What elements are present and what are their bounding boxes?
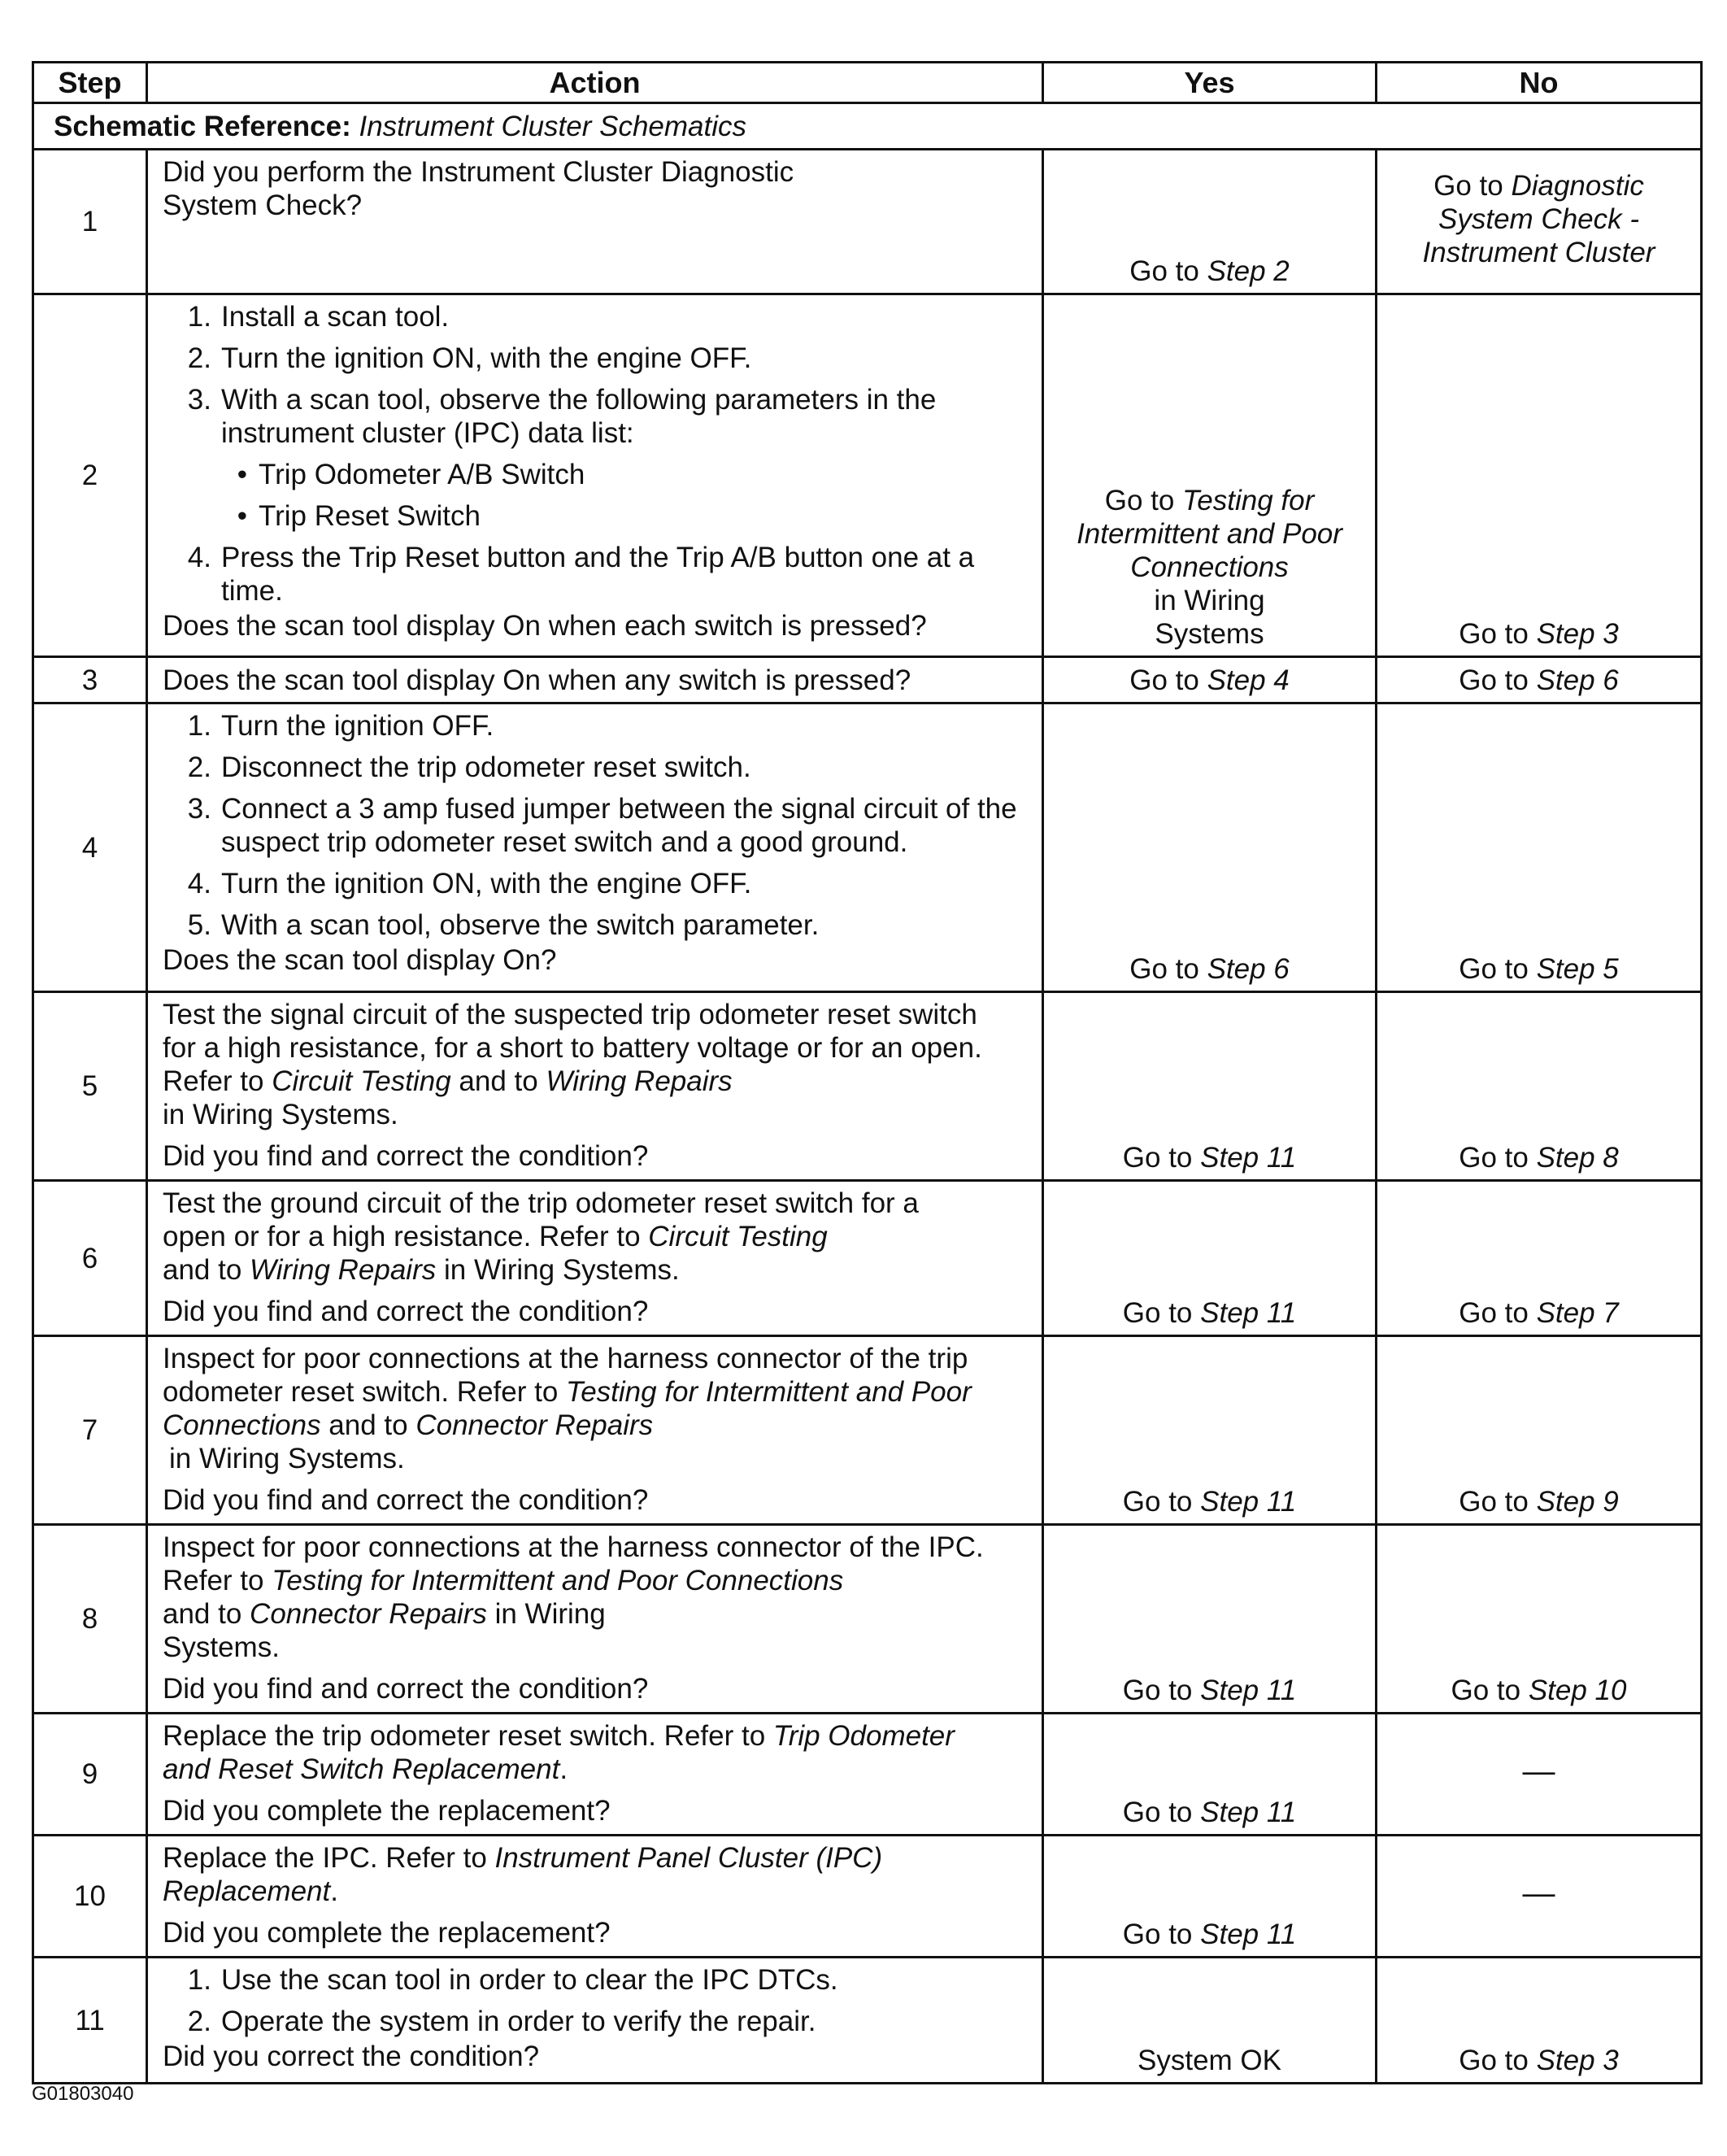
action-line: and to Connector Repairs in Wiring — [163, 1598, 606, 1630]
no-cell — [1377, 1958, 1702, 2084]
parameter-item: • Trip Odometer A/B Switch — [237, 459, 585, 490]
no-cell — [1377, 1181, 1702, 1336]
yes-cell — [1043, 294, 1377, 657]
reference-link[interactable]: Trip Odometer — [772, 1720, 955, 1752]
step-number: 1 — [33, 150, 147, 294]
yes-cell — [1043, 992, 1377, 1181]
yes-cell — [1043, 1181, 1377, 1336]
step-number: 2 — [33, 294, 147, 657]
yes-cell — [1043, 1525, 1377, 1714]
question: Did you find and correct the condition? — [163, 1673, 649, 1705]
action-line: open or for a high resistance. Refer to Circuit Testing — [163, 1221, 828, 1252]
no-prefix: Go to — [1459, 2045, 1537, 2076]
action-cell — [147, 1836, 1043, 1958]
no-link[interactable]: Instrument Cluster — [1422, 237, 1655, 268]
reference-link[interactable]: Replacement — [163, 1875, 331, 1907]
reference-link[interactable]: Connector Repairs — [250, 1598, 487, 1630]
schematic-link[interactable]: Instrument Cluster Schematics — [359, 110, 747, 142]
procedure-item: 2. Turn the ignition ON, with the engine OFF. — [187, 342, 752, 374]
question: Did you complete the replacement? — [163, 1795, 611, 1827]
no-prefix: Go to — [1433, 170, 1512, 202]
action-line: Inspect for poor connections at the harness connector of the trip — [163, 1343, 968, 1374]
reference-link[interactable]: Testing for Intermittent and Poor — [566, 1376, 972, 1408]
action-line: Connections and to Connector Repairs — [163, 1409, 654, 1441]
action-line: Replace the IPC. Refer to Instrument Panel Cluster (IPC) — [163, 1842, 883, 1874]
procedure-item: 4. Turn the ignition ON, with the engine OFF. — [187, 868, 752, 899]
table-row — [33, 1714, 1702, 1836]
action-cell — [147, 657, 1043, 703]
diagnostic-table-container — [32, 61, 1700, 2084]
step-number: 7 — [33, 1336, 147, 1525]
action-cell — [147, 992, 1043, 1181]
no-prefix: Go to — [1451, 1675, 1529, 1706]
yes-result: System OK — [1138, 2045, 1281, 2076]
action-line: Refer to Circuit Testing and to Wiring Repairs — [163, 1065, 733, 1097]
yes-link[interactable]: Step 11 — [1200, 1919, 1297, 1950]
table-row — [33, 1525, 1702, 1714]
action-line: and Reset Switch Replacement. — [163, 1753, 568, 1785]
question: Did you complete the replacement? — [163, 1917, 611, 1949]
action-cell — [147, 294, 1043, 657]
yes-prefix: Go to — [1129, 255, 1207, 287]
yes-cell — [1043, 1958, 1377, 2084]
question: Did you find and correct the condition? — [163, 1484, 649, 1516]
action-line: Replacement. — [163, 1875, 338, 1907]
step-number: 5 — [33, 992, 147, 1181]
action-cell — [147, 1525, 1043, 1714]
question: Does the scan tool display On when any switch is pressed? — [163, 664, 911, 696]
yes-prefix: Go to — [1122, 1919, 1201, 1950]
no-prefix: Go to — [1459, 1486, 1537, 1518]
table-row — [33, 1336, 1702, 1525]
no-link[interactable]: System Check - — [1438, 203, 1639, 235]
step-number: 6 — [33, 1181, 147, 1336]
no-link[interactable]: Step 10 — [1528, 1675, 1627, 1706]
action-line: Did you perform the Instrument Cluster Diagnostic — [163, 156, 794, 188]
question: Did you correct the condition? — [163, 2041, 540, 2072]
action-line: and to Wiring Repairs in Wiring Systems. — [163, 1254, 680, 1286]
yes-suffix: Systems — [1155, 618, 1264, 650]
yes-prefix: Go to — [1122, 1142, 1201, 1174]
yes-prefix: Go to — [1129, 953, 1207, 985]
yes-cell — [1043, 1836, 1377, 1958]
table-row — [33, 1958, 1702, 2084]
action-line: odometer reset switch. Refer to Testing for Intermittent and Poor — [163, 1376, 972, 1408]
no-cell — [1377, 1714, 1702, 1836]
reference-link[interactable]: Circuit Testing — [272, 1065, 451, 1097]
yes-cell — [1043, 703, 1377, 992]
no-cell — [1377, 703, 1702, 992]
action-cell — [147, 703, 1043, 992]
yes-prefix: Go to — [1129, 664, 1207, 696]
yes-link[interactable]: Step 2 — [1207, 255, 1290, 287]
question: Did you find and correct the condition? — [163, 1296, 649, 1327]
yes-suffix: in Wiring — [1154, 585, 1265, 616]
table-row — [33, 294, 1702, 657]
yes-prefix: Go to — [1104, 485, 1183, 516]
action-line: Inspect for poor connections at the harness connector of the IPC. — [163, 1531, 984, 1563]
schematic-row — [33, 103, 1702, 150]
reference-link[interactable]: Wiring Repairs — [250, 1254, 437, 1286]
step-number: 10 — [33, 1836, 147, 1958]
no-link[interactable]: Step 6 — [1536, 664, 1619, 696]
action-line: System Check? — [163, 189, 363, 221]
step-number: 11 — [33, 1958, 147, 2084]
no-prefix: Go to — [1459, 618, 1537, 650]
no-prefix: Go to — [1459, 664, 1537, 696]
question: Did you find and correct the condition? — [163, 1140, 649, 1172]
action-cell — [147, 150, 1043, 294]
yes-link[interactable]: Step 11 — [1200, 1486, 1297, 1518]
no-link[interactable]: Step 3 — [1536, 2045, 1619, 2076]
yes-cell — [1043, 1336, 1377, 1525]
procedure-item: 2. Operate the system in order to verify the repair. — [187, 2006, 816, 2037]
step-number: 8 — [33, 1525, 147, 1714]
yes-link[interactable]: Step 11 — [1200, 1675, 1297, 1706]
question: Does the scan tool display On? — [163, 944, 557, 976]
action-line: Systems. — [163, 1631, 280, 1663]
diagnostic-table — [32, 61, 1703, 2084]
schematic-reference — [33, 103, 1702, 150]
no-cell — [1377, 150, 1702, 294]
yes-cell — [1043, 150, 1377, 294]
header-row — [33, 63, 1702, 103]
reference-link[interactable]: Wiring Repairs — [546, 1065, 733, 1097]
no-prefix: Go to — [1459, 953, 1537, 985]
action-line: Test the ground circuit of the trip odometer reset switch for a — [163, 1187, 919, 1219]
table-row — [33, 1836, 1702, 1958]
no-cell — [1377, 1836, 1702, 1958]
reference-link[interactable]: Circuit Testing — [648, 1221, 828, 1252]
procedure-item: 1. Use the scan tool in order to clear the IPC DTCs. — [187, 1964, 838, 1996]
action-line: Refer to Testing for Intermittent and Poor Connections — [163, 1565, 844, 1596]
yes-prefix: Go to — [1122, 1297, 1201, 1329]
procedure-item: 1. Install a scan tool. — [187, 301, 450, 333]
question: Does the scan tool display On when each switch is pressed? — [163, 610, 927, 642]
no-cell — [1377, 294, 1702, 657]
parameter-item: • Trip Reset Switch — [237, 500, 481, 532]
yes-prefix: Go to — [1122, 1797, 1201, 1828]
step-number: 4 — [33, 703, 147, 992]
reference-link[interactable]: and Reset Switch Replacement — [163, 1753, 560, 1785]
procedure-list — [163, 300, 1030, 450]
header-yes: Yes — [1043, 63, 1377, 103]
parameter-list — [163, 458, 1030, 533]
yes-link[interactable]: Step 11 — [1200, 1797, 1297, 1828]
no-prefix: Go to — [1459, 1142, 1537, 1174]
no-cell — [1377, 657, 1702, 703]
yes-link[interactable]: Connections — [1130, 551, 1289, 583]
action-cell — [147, 1958, 1043, 2084]
no-cell — [1377, 1336, 1702, 1525]
yes-link[interactable]: Intermittent and Poor — [1077, 518, 1342, 550]
action-line: for a high resistance, for a short to battery voltage or for an open. — [163, 1032, 982, 1064]
schematic-label: Schematic Reference: — [54, 110, 351, 142]
figure-code: G01803040 — [32, 2083, 134, 2105]
procedure-list — [163, 1963, 1030, 2038]
no-link[interactable]: Step 5 — [1536, 953, 1619, 985]
table-row — [33, 1181, 1702, 1336]
yes-prefix: Go to — [1122, 1675, 1201, 1706]
header-no: No — [1377, 63, 1702, 103]
reference-link[interactable]: Connections — [163, 1409, 321, 1441]
procedure-list — [163, 709, 1030, 942]
action-line: in Wiring Systems. — [163, 1099, 398, 1130]
no-link[interactable]: Step 9 — [1536, 1486, 1619, 1518]
procedure-list — [163, 541, 1030, 608]
yes-link[interactable]: Step 11 — [1200, 1142, 1297, 1174]
yes-link[interactable]: Step 6 — [1207, 953, 1290, 985]
action-cell — [147, 1181, 1043, 1336]
reference-link[interactable]: Connector Repairs — [415, 1409, 654, 1441]
action-line: Replace the trip odometer reset switch. Refer to Trip Odometer — [163, 1720, 955, 1752]
no-cell — [1377, 1525, 1702, 1714]
table-row — [33, 657, 1702, 703]
header-action: Action — [147, 63, 1043, 103]
table-row — [33, 150, 1702, 294]
no-link[interactable]: Diagnostic — [1511, 170, 1644, 202]
no-dash: — — [1522, 1875, 1555, 1911]
header-step: Step — [33, 63, 147, 103]
no-dash: — — [1522, 1753, 1555, 1789]
action-line: in Wiring Systems. — [169, 1443, 405, 1474]
step-number: 3 — [33, 657, 147, 703]
yes-cell — [1043, 1714, 1377, 1836]
action-cell — [147, 1336, 1043, 1525]
reference-link[interactable]: Instrument Panel Cluster (IPC) — [494, 1842, 883, 1874]
yes-link[interactable]: Step 11 — [1200, 1297, 1297, 1329]
procedure-item: 3. Connect a 3 amp fused jumper between the signal circuit of the suspect trip odometer reset switch and a good ground. — [187, 793, 1017, 858]
yes-link[interactable]: Testing for — [1182, 485, 1315, 516]
action-cell — [147, 1714, 1043, 1836]
reference-link[interactable]: Testing for Intermittent and Poor Connections — [272, 1565, 844, 1596]
table-row — [33, 703, 1702, 992]
procedure-item: 1. Turn the ignition OFF. — [187, 710, 494, 742]
procedure-item: 2. Disconnect the trip odometer reset switch. — [187, 751, 751, 783]
table-row — [33, 992, 1702, 1181]
procedure-item: 3. With a scan tool, observe the following parameters in the instrument cluster (IPC) data list: — [187, 384, 937, 449]
no-link[interactable]: Step 7 — [1536, 1297, 1619, 1329]
no-cell — [1377, 992, 1702, 1181]
procedure-item: 4. Press the Trip Reset button and the Trip A/B button one at a time. — [187, 542, 975, 607]
yes-link[interactable]: Step 4 — [1207, 664, 1290, 696]
action-line: Test the signal circuit of the suspected trip odometer reset switch — [163, 999, 977, 1030]
no-prefix: Go to — [1459, 1297, 1537, 1329]
no-link[interactable]: Step 3 — [1536, 618, 1619, 650]
yes-prefix: Go to — [1122, 1486, 1201, 1518]
yes-cell — [1043, 657, 1377, 703]
procedure-item: 5. With a scan tool, observe the switch parameter. — [187, 909, 820, 941]
step-number: 9 — [33, 1714, 147, 1836]
no-link[interactable]: Step 8 — [1536, 1142, 1619, 1174]
